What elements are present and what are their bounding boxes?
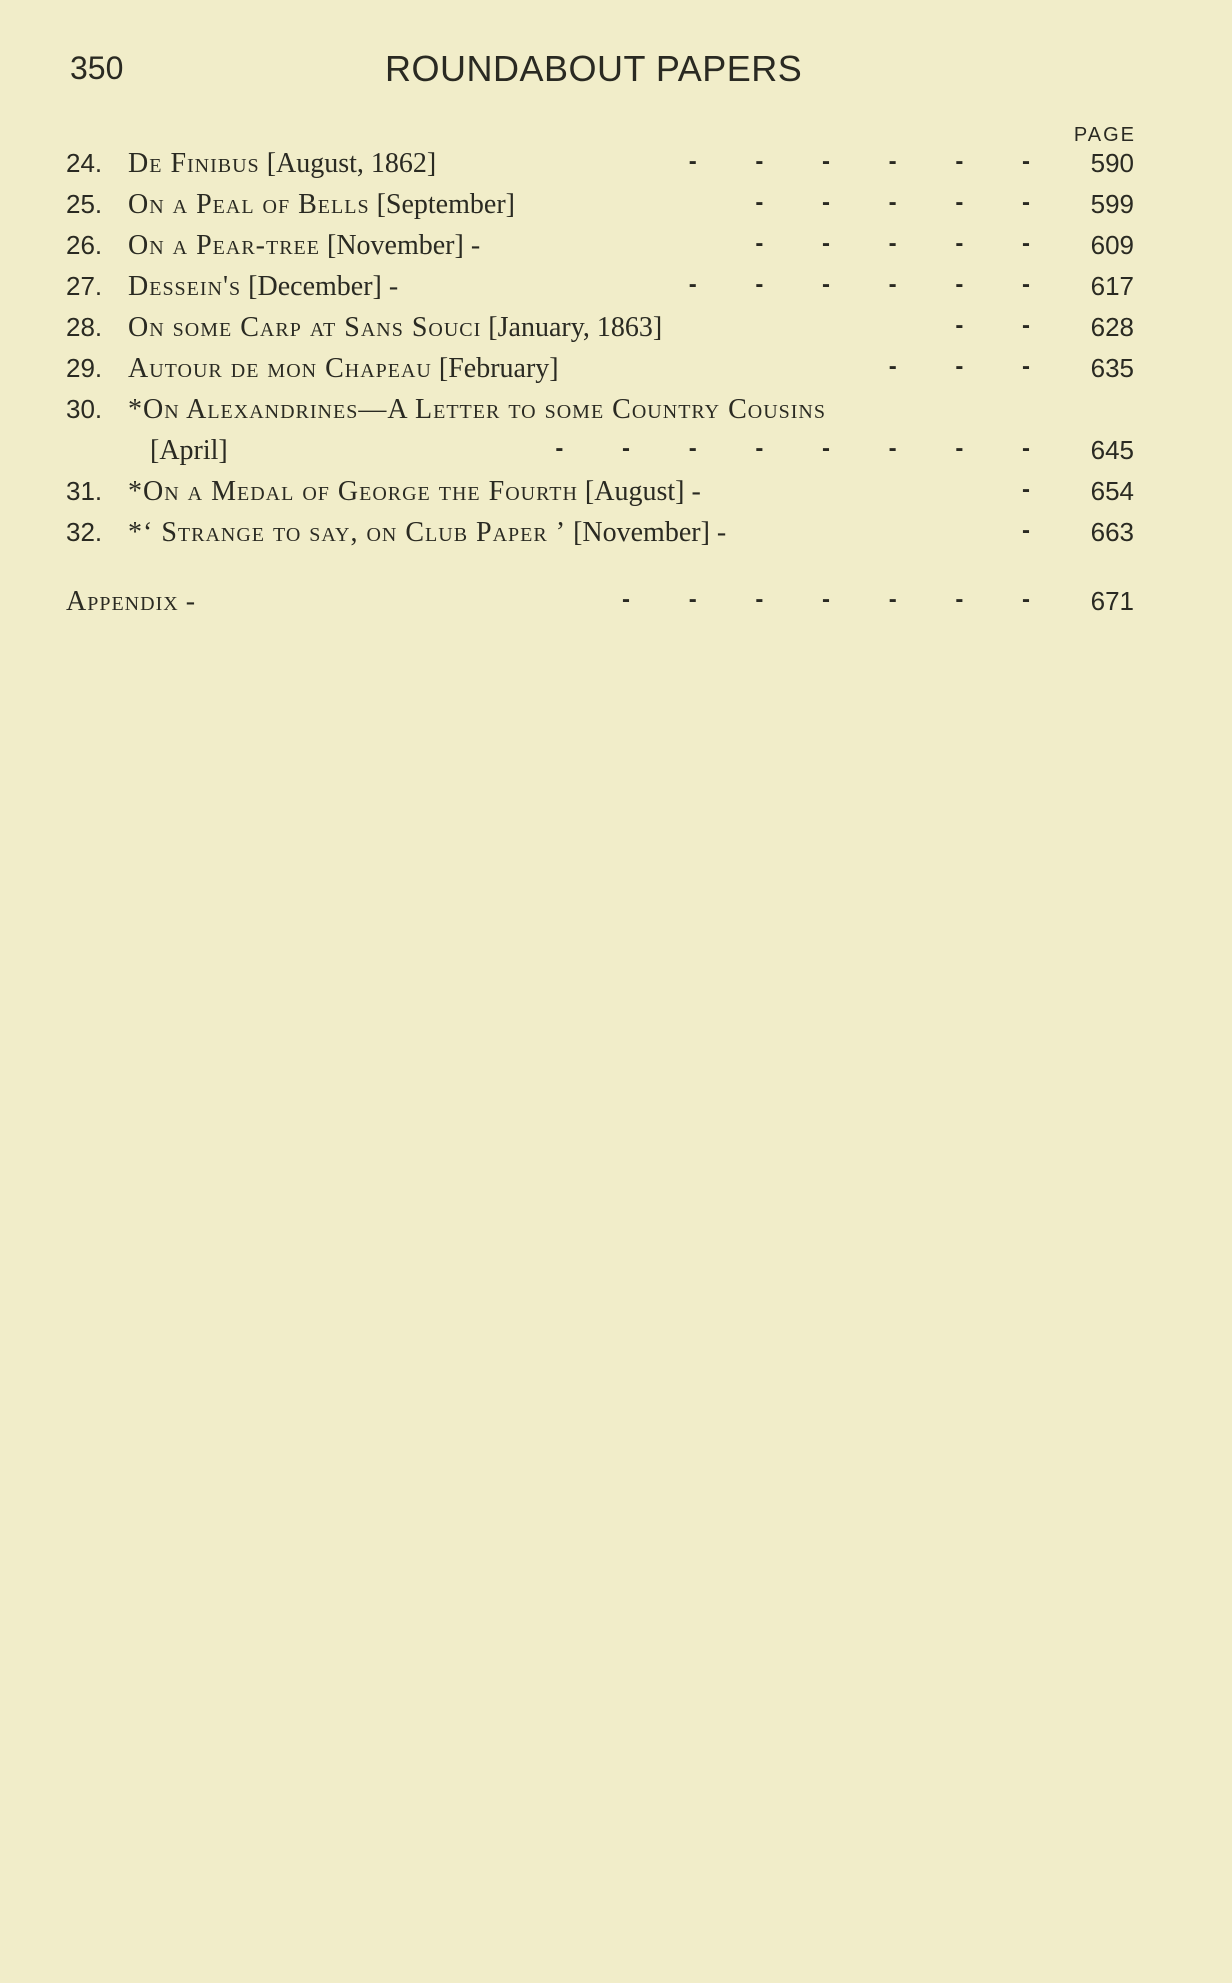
entry-title-caps: Dessein's: [128, 271, 242, 302]
entry-number: 32.: [66, 517, 103, 547]
entry-title: [128, 394, 826, 426]
entry-title: [128, 189, 515, 221]
entry-number: 25.: [66, 189, 103, 219]
entry-page: 609: [1090, 230, 1134, 260]
entry-page: 671: [1090, 586, 1134, 616]
entry-title-caps: *On a Medal of George the Fourth: [128, 476, 578, 507]
entry-number: 26.: [66, 230, 103, 260]
toc-entry-29: [66, 353, 1136, 394]
toc-entry-27: [66, 271, 1136, 312]
toc-entry-30: [66, 394, 1136, 435]
entry-title-date: [August, 1862]: [259, 148, 437, 179]
entry-title-caps: Appendix: [66, 586, 179, 617]
entry-page: 663: [1090, 517, 1134, 547]
entry-title: [128, 517, 726, 549]
entry-title-caps: *‘ Strange to say, on Club Paper ’: [128, 517, 567, 548]
entry-title: [128, 230, 480, 262]
toc-entry-appendix: [66, 586, 1136, 627]
entry-page: 654: [1090, 476, 1134, 506]
toc-entry-30-continued: [66, 435, 1136, 476]
entry-title-date: [February]: [431, 353, 559, 384]
entry-title: [128, 271, 398, 303]
running-title: ROUNDABOUT PAPERS: [385, 48, 803, 89]
entry-page: 590: [1090, 148, 1134, 178]
entry-number: 27.: [66, 271, 103, 301]
dot-leader: - - - - -: [755, 230, 1056, 257]
entry-title-date: [April]: [150, 435, 228, 466]
entry-number: 24.: [66, 148, 103, 178]
entry-title-date: [January, 1863]: [481, 312, 663, 343]
toc-entry-32: [66, 517, 1136, 558]
dot-leader: - - - - - -: [688, 148, 1056, 175]
entry-page: 645: [1090, 435, 1134, 465]
entry-page: 628: [1090, 312, 1134, 342]
entry-page: 617: [1090, 271, 1134, 301]
toc-entry-26: [66, 230, 1136, 271]
entry-number: 31.: [66, 476, 103, 506]
entry-number: 28.: [66, 312, 103, 342]
dot-leader: -: [1022, 476, 1056, 503]
entry-page: 599: [1090, 189, 1134, 219]
dot-leader: - -: [955, 312, 1056, 339]
dot-leader: - - - - - - -: [622, 586, 1056, 613]
entry-title-date: [December] -: [241, 271, 399, 302]
entry-title: [128, 312, 662, 344]
entry-title-date: [August] -: [577, 476, 701, 507]
entry-title-dash: -: [178, 586, 196, 617]
entry-title-date: [September]: [369, 189, 515, 220]
entry-title-caps: On some Carp at Sans Souci: [128, 312, 482, 343]
entry-title-caps: Autour de mon Chapeau: [128, 353, 432, 384]
toc-entry-31: [66, 476, 1136, 517]
entry-title-caps: De Finibus: [128, 148, 260, 179]
entry-title: [128, 476, 701, 508]
toc-entry-24: [66, 148, 1136, 189]
entry-page: 635: [1090, 353, 1134, 383]
dot-leader: -: [1022, 517, 1056, 544]
entry-title: [128, 353, 559, 385]
toc-entry-25: [66, 189, 1136, 230]
entry-number: 30.: [66, 394, 103, 424]
dot-leader: - - - - - -: [688, 271, 1056, 298]
entry-title-caps: On a Pear-tree: [128, 230, 320, 261]
page-column-label: PAGE: [1073, 124, 1136, 146]
entry-title-caps: On a Peal of Bells: [128, 189, 370, 220]
table-of-contents: [66, 148, 1136, 627]
page-number: 350: [70, 50, 124, 86]
dot-leader: - - -: [888, 353, 1056, 380]
entry-title: [128, 148, 436, 180]
entry-number: 29.: [66, 353, 103, 383]
dot-leader: - - - - - - - -: [555, 435, 1056, 462]
entry-title: [66, 586, 195, 618]
entry-title-caps: *On Alexandrines—A Letter to some Country Cousins: [128, 394, 826, 425]
toc-entry-28: [66, 312, 1136, 353]
dot-leader: - - - - -: [755, 189, 1056, 216]
entry-title-date: [November] -: [566, 517, 727, 548]
entry-title-date: [November] -: [320, 230, 481, 261]
